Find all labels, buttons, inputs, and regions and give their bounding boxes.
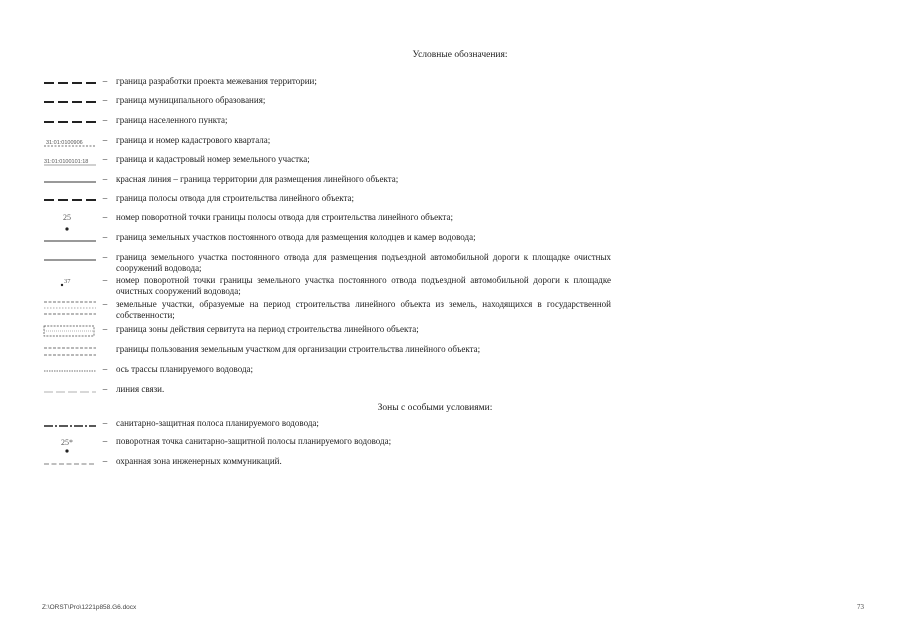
legend-dash: – (102, 193, 108, 203)
construction-plots-symbol (42, 299, 96, 319)
land-plot-symbol (42, 154, 96, 168)
legend-dash: – (102, 174, 108, 184)
land-plot-label: 31:01:0100101:18 (44, 159, 89, 165)
legend-text: земельные участки, образуемые на период строительства линейного объекта из земель, находящихся в государственной собственности; (116, 299, 611, 320)
legend-text: граница земельного участка постоянного отвода для размещения подъездной автомобильной дороги к площадке очистных сооружений водовода; (116, 252, 611, 273)
turning-point-symbol (42, 212, 96, 234)
communication-line-symbol (42, 384, 96, 398)
legend-text: граница разработки проекта межевания территории; (116, 76, 317, 86)
legend-text: граница зоны действия сервитута на период строительства линейного объекта; (116, 324, 419, 334)
page-number: 73 (857, 603, 864, 611)
construction-land-use-symbol (42, 344, 96, 360)
access-road-turning-point-label: 37 (64, 278, 71, 285)
legend-text: ось трассы планируемого водовода; (116, 364, 254, 374)
legend-text: граница полосы отвода для строительства линейного объекта; (116, 193, 355, 203)
sanitary-strip-symbol (42, 418, 96, 432)
settlement-boundary-symbol (42, 115, 96, 129)
wells-plot-boundary-symbol (42, 232, 96, 246)
legend-text: номер поворотной точки границы полосы отвода для строительства линейного объекта; (116, 212, 453, 222)
legend-dash: – (102, 252, 108, 262)
cadastral-quarter-symbol (42, 135, 96, 149)
legend-dash: – (102, 76, 108, 86)
legend-dash: – (102, 456, 108, 466)
cadastral-quarter-label: 31:01:0100906 (46, 140, 83, 146)
legend-dash: – (102, 212, 108, 222)
pipeline-axis-symbol (42, 364, 96, 378)
zone-text: охранная зона инженерных коммуникаций. (116, 456, 282, 466)
zones-title: Зоны с особыми условиями: (377, 403, 493, 413)
legend-dash: – (102, 384, 108, 394)
servitude-zone-symbol (42, 324, 96, 340)
legend-dash: – (102, 154, 108, 164)
legend-dash: – (102, 324, 108, 334)
legend-text: линия связи. (116, 384, 165, 394)
municipal-boundary-symbol (42, 95, 96, 109)
legend-text: номер поворотной точки границы земельного участка постоянного отвода подъездной автомобильной дороги к площадке очистных сооружений водовода; (116, 275, 611, 296)
legend-dash: – (102, 232, 108, 242)
red-line-symbol (42, 174, 96, 188)
legend-text: граница и кадастровый номер земельного участка; (116, 154, 310, 164)
access-road-turning-point-symbol (42, 275, 96, 291)
access-road-plot-boundary-symbol (42, 252, 96, 266)
legend-title: Условные обозначения: (412, 50, 508, 60)
zone-text: санитарно-защитная полоса планируемого водовода; (116, 418, 319, 428)
legend-dash: – (102, 364, 108, 374)
utilities-zone-symbol (42, 456, 96, 470)
zone-text: поворотная точка санитарно-защитной полосы планируемого водовода; (116, 436, 392, 446)
footer-file-path: Z:\ORST\Pro\1221p858.G6.docx (42, 604, 137, 611)
legend-text: граница земельных участков постоянного отвода для размещения колодцев и камер водовода; (116, 232, 476, 242)
right-of-way-boundary-symbol (42, 193, 96, 207)
legend-text: граница муниципального образования; (116, 95, 266, 105)
project-boundary-symbol (42, 76, 96, 90)
sanitary-turning-point-symbol (42, 436, 96, 456)
legend-text: граница населенного пункта; (116, 115, 228, 125)
legend-dash: – (102, 418, 108, 428)
sanitary-turning-point-label: 25* (61, 438, 73, 447)
legend-dash: – (102, 115, 108, 125)
legend-dash: – (102, 436, 108, 446)
legend-text: граница и номер кадастрового квартала; (116, 135, 271, 145)
legend-dash: – (102, 299, 108, 309)
legend-text: красная линия – граница территории для размещения линейного объекта; (116, 174, 399, 184)
legend-text: границы пользования земельным участком для организации строительства линейного объекта; (116, 344, 481, 354)
legend-dash: – (102, 275, 108, 285)
legend-dash: – (102, 135, 108, 145)
turning-point-label: 25 (63, 213, 71, 222)
legend-dash: – (102, 95, 108, 105)
